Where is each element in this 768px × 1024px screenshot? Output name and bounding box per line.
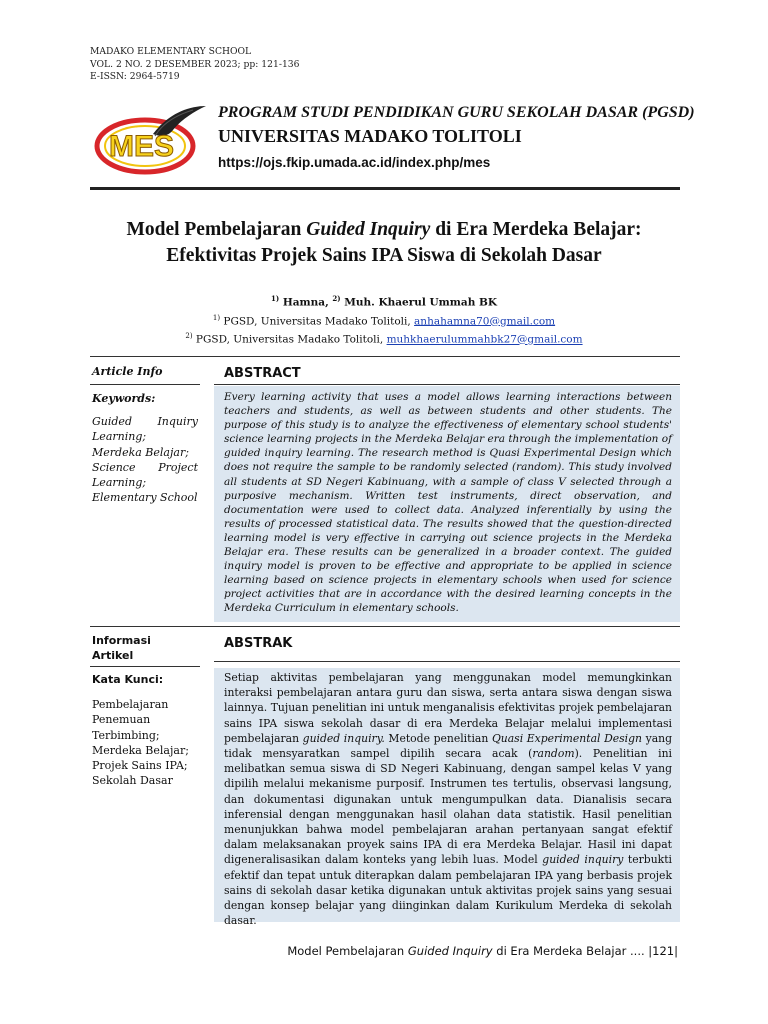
keywords-label: Keywords: <box>92 392 156 405</box>
journal-header <box>218 104 695 170</box>
program-name: PROGRAM STUDI PENDIDIKAN GURU SEKOLAH DASAR (PGSD) <box>218 104 695 121</box>
university-name: UNIVERSITAS MADAKO TOLITOLI <box>218 126 522 146</box>
keyword-item: Projek Sains IPA; <box>92 759 188 773</box>
abstract-divider <box>214 384 680 385</box>
article-info-label: Article Info <box>92 365 163 378</box>
email-link-1[interactable]: anhahamna70@gmail.com <box>414 315 556 327</box>
author-names: $^{1)}$ Hamna, $^{2)}$ Muh. Khaerul Ummah BK <box>270 294 497 309</box>
kata-kunci-block <box>92 672 198 788</box>
page-footer: Model Pembelajaran Guided Inquiry di Era Merdeka Belajar .... |121| <box>287 944 678 958</box>
abstrak-heading: ABSTRAK <box>224 636 293 651</box>
section-divider <box>90 356 680 357</box>
keyword-item: Merdeka Belajar; <box>92 445 189 459</box>
keyword-item: Pembelajaran Penemuan Terbimbing; <box>92 698 169 742</box>
abstrak-divider <box>214 661 680 662</box>
abstrak-text: Setiap aktivitas pembelajaran yang menggunakan model memungkinkan interaksi pembelajaran antara guru dan siswa, serta antara siswa dengan siswa lainnya. Tujuan penelitian ini untuk menganalisis efektivitas projek pembelajaran sains IPA siswa sekolah dasar di era Merdeka Belajar melalui implementasi pembelajaran guided inquiry. Metode penelitian Quasi Experimental Design yang tidak mensyaratkan sampel dipilih secara acak (random). Penelitian ini melibatkan semua siswa di SD Negeri Kabinuang, dengan sampel kelas V yang dipilih melalui mekanisme purposif. Instrumen tes tertulis, observasi langsung, dan dokumentasi digunakan untuk mengumpulkan data. Dianalisis secara inferensial dengan menggunakan hasil olahan data statistik. Hasil penelitian menunjukkan bahwa model pembelajaran arahan pertanyaan sangat efektif dalam melaksanakan proyek sains IPA di era Merdeka Belajar. Hasil ini dapat digeneralisasikan dalam konteks yang lebih luas. Model guided inquiry terbukti efektif dan tepat untuk diterapkan dalam pembelajaran IPA yang berbasis projek sains di sekolah dasar ketika digunakan untuk aktivitas projek sains yang sesuai dengan konsep belajar yang diinginkan dalam Kurikulum Merdeka di sekolah dasar. <box>224 671 673 928</box>
journal-volume: VOL. 2 NO. 2 DESEMBER 2023; pp: 121-136 <box>90 58 300 70</box>
logo-text: MES <box>109 130 175 163</box>
informasi-artikel-label: Informasi Artikel <box>92 634 151 663</box>
abstract-heading: ABSTRACT <box>224 366 301 381</box>
abstrak-box <box>214 668 680 928</box>
journal-name: MADAKO ELEMENTARY SCHOOL <box>90 46 252 57</box>
email-link-2[interactable]: muhkhaerulummahbk27@gmail.com <box>386 333 583 346</box>
keywords-block <box>92 391 198 505</box>
mes-logo <box>93 104 208 176</box>
kata-kunci-label: Kata Kunci: <box>92 673 164 686</box>
article-title: Model Pembelajaran Guided Inquiry di Era Merdeka Belajar: Efektivitas Projek Sains IPA Siswa di Sekolah Dasar <box>126 219 642 266</box>
keyword-item: Merdeka Belajar; <box>92 743 189 757</box>
page-number: |121| <box>648 944 678 958</box>
keyword-item: Science Project Learning; <box>92 460 198 490</box>
sidebar-divider <box>90 384 200 385</box>
journal-issn: E-ISSN: 2964-5719 <box>90 71 180 82</box>
abstract-box <box>214 386 680 622</box>
header-divider <box>90 187 680 190</box>
sidebar-divider <box>90 666 200 667</box>
affiliation-1: $^{1)}$ PGSD, Universitas Madako Tolitoli, anhahamna70@gmail.com <box>212 313 556 327</box>
journal-url[interactable]: https://ojs.fkip.umada.ac.id/index.php/mes <box>218 155 491 170</box>
authors <box>60 291 708 348</box>
keyword-item: Elementary School <box>92 491 198 505</box>
abstract-text: Every learning activity that uses a model allows learning interactions between teachers and students, as well as between students and other students. The purpose of this study is to analyze the effectiveness of elementary school students' science learning projects in the Merdeka Belajar era through the implementation of guided inquiry learning. The research method is Quasi Experimental Design which does not require the sample to be randomly selected (random). This study involved all students at SD Negeri Kabinuang, with a sample of class V selected through a purposive mechanism. Written test instruments, direct observation, and documentation were used to collect data. Analyzed inferentially by using the results of processed statistical data. The results showed that the question-directed learning model is very effective in carrying out science projects in the Merdeka Belajar era. These results can be generalized in a broader context. The guided inquiry model is proven to be effective and appropriate to be applied in science learning based on science projects in elementary schools when used for science project activities that are in accordance with the desired learning concepts in the Merdeka Curriculum in elementary schools. <box>224 391 672 615</box>
affiliation-2: $^{2)}$ PGSD, Universitas Madako Tolitoli, muhkhaerulummahbk27@gmail.com <box>185 332 583 346</box>
journal-meta <box>90 46 299 84</box>
keyword-item: Sekolah Dasar <box>92 774 173 788</box>
keyword-item: Guided Inquiry Learning; <box>92 415 198 444</box>
section-divider <box>90 626 680 627</box>
